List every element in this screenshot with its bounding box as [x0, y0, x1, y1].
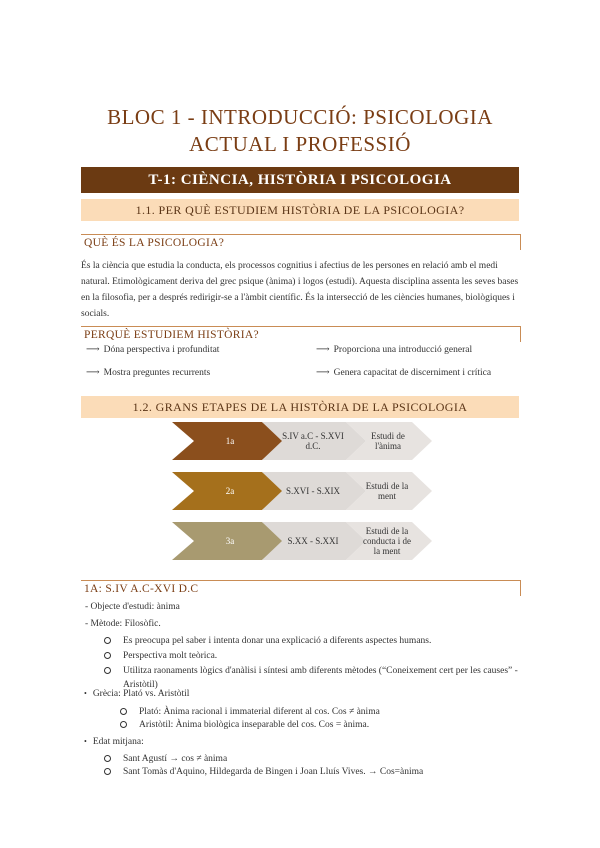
topic-banner: T-1: CIÈNCIA, HISTÒRIA I PSICOLOGIA: [81, 167, 519, 193]
method-item-2: Perspectiva molt teòrica.: [104, 649, 514, 663]
object-line: - Objecte d'estudi: ànima: [85, 602, 180, 612]
dot-bullet-icon: •: [84, 737, 87, 746]
stage-3-label: 3a: [225, 536, 235, 546]
edat-item-1: Sant Agustí → cos ≠ ànima: [104, 752, 227, 766]
perque-item-1: ⟶ Dóna perspectiva i profunditat: [86, 345, 220, 355]
perque-item-3: ⟶ Mostra preguntes recurrents: [86, 368, 211, 378]
dot-bullet-icon: •: [84, 689, 87, 698]
stage-3-object: Estudi de la conducta i de la ment: [363, 526, 411, 556]
circle-bullet-icon: [104, 652, 111, 659]
circle-bullet-icon: [104, 667, 111, 674]
method-item-3: Utilitza raonaments lògics d'anàlisi i síntesi amb diferents mètodes (“Coneixement cert per les causes” - Aristòtil): [104, 664, 533, 692]
perque-heading: PERQUÈ ESTUDIEM HISTÒRIA?: [81, 326, 521, 342]
circle-bullet-icon: [120, 721, 127, 728]
perque-item-2: ⟶ Proporciona una introducció general: [316, 345, 473, 355]
stage-2-label: 2a: [225, 486, 235, 496]
stage-1-period: S.IV a.C - S.XVI d.C.: [282, 431, 344, 451]
section-1-2-banner: 1.2. GRANS ETAPES DE LA HISTÒRIA DE LA PSICOLOGIA: [81, 396, 519, 418]
stage-3-period: S.XX - S.XXI: [287, 536, 339, 546]
arrow-icon: ⟶: [86, 368, 100, 378]
que-es-paragraph: És la ciència que estudia la conducta, els processos cognitius i afectius de les persones en relació amb el medi natural. Etimològicament deriva del grec psique (ànima) i logos (estudi). Aquesta disciplina assenta les seves bases en la filosofia, per a després redirigir-se a l'àmbit científic. És la intersecció de les ciències humanes, biològiques i socials.: [81, 261, 519, 319]
stage-2-period: S.XVI - S.XIX: [286, 486, 340, 496]
que-es-heading: QUÈ ÉS LA PSICOLOGIA?: [81, 234, 521, 250]
arrow-icon: ⟶: [316, 368, 330, 378]
arrow-icon: ⟶: [86, 345, 100, 355]
page-title-line-1: BLOC 1 - INTRODUCCIÓ: PSICOLOGIA: [107, 105, 493, 129]
arrow-icon: ⟶: [316, 345, 330, 355]
grecia-item-2: Aristòtil: Ànima biològica inseparable del cos. Cos = ànima.: [120, 718, 369, 732]
section-1-1-banner: 1.1. PER QUÈ ESTUDIEM HISTÒRIA DE LA PSICOLOGIA?: [81, 199, 519, 221]
grecia-item-1: Plató: Ànima racional i immaterial diferent al cos. Cos ≠ ànima: [120, 705, 380, 719]
stage-1-label: 1a: [225, 436, 235, 446]
edat-line: • Edat mitjana:: [84, 737, 144, 747]
stage-2-object: Estudi de la ment: [365, 481, 409, 501]
circle-bullet-icon: [104, 768, 111, 775]
circle-bullet-icon: [104, 755, 111, 762]
section-1a-heading: 1A: S.IV A.C-XVI D.C: [81, 580, 521, 596]
circle-bullet-icon: [120, 708, 127, 715]
circle-bullet-icon: [104, 637, 111, 644]
method-item-1: Es preocupa pel saber i intenta donar una explicació a diferents aspectes humans.: [104, 634, 514, 648]
edat-item-2: Sant Tomàs d'Aquino, Hildegarda de Bingen i Joan Lluís Vives. → Cos=ànima: [104, 765, 423, 779]
page-title-line-2: ACTUAL I PROFESSIÓ: [189, 132, 411, 156]
perque-item-4: ⟶ Genera capacitat de discerniment i crítica: [316, 368, 492, 378]
grecia-line: • Grècia: Plató vs. Aristòtil: [84, 689, 190, 699]
method-line: - Mètode: Filosòfic.: [85, 619, 161, 629]
stage-1-object: Estudi de l'ànima: [371, 431, 405, 451]
